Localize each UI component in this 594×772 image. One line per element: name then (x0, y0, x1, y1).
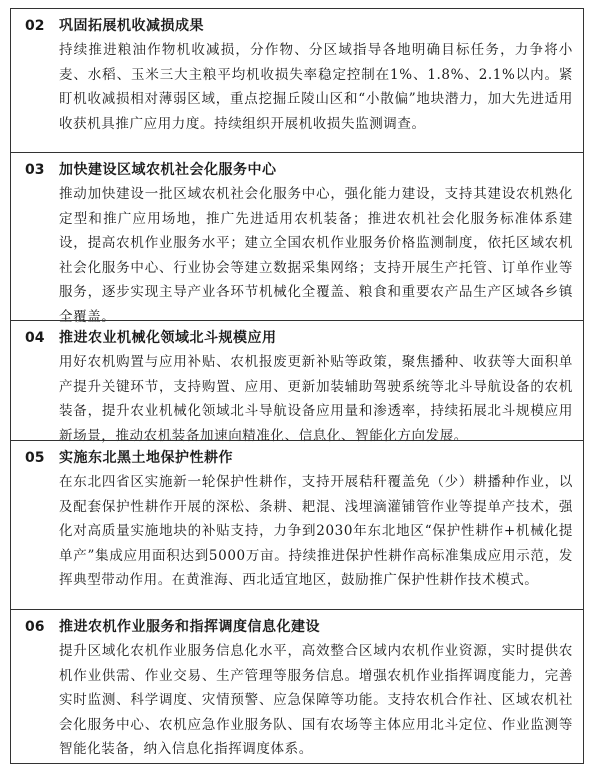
section-number: 02 (25, 18, 45, 34)
section-02 (11, 9, 583, 152)
document-frame (10, 8, 584, 764)
section-title: 实施东北黑土地保护性耕作 (59, 450, 233, 466)
section-03 (11, 152, 583, 325)
section-header (25, 616, 573, 636)
section-text: 推动加快建设一批区域农机社会化服务中心，强化能力建设，支持其建设农机熟化定型和推广应用场地，推广先进适用农机装备；推进农机社会化服务标准体系建设，提高农机作业服务水平；建立全国农机作业服务价格监测制度，依托区域农机社会化服务中心、行业协会等建立数据采集网络；支持开展生产托管、订单作业等服务，逐步实现主导产业各环节机械化全覆盖、粮食和重要农产品生产区域各乡镇全覆盖。 (59, 186, 573, 325)
section-04 (11, 320, 583, 444)
section-number: 06 (25, 619, 45, 635)
section-title: 巩固拓展机收减损成果 (59, 18, 204, 34)
section-text: 持续推进粮油作物机收减损，分作物、分区域指导各地明确目标任务，力争将小麦、水稻、玉米三大主粮平均机收损失率稳定控制在1%、1.8%、2.1%以内。紧盯机收减损相对薄弱区域，重点挖掘丘陵山区和“小散偏”地块潜力，加大先进适用收获机具推广应用力度。持续组织开展机收损失监测调查。 (59, 42, 573, 132)
section-number: 03 (25, 162, 45, 178)
section-05 (11, 440, 583, 609)
section-text: 提升区域化农机作业服务信息化水平，高效整合区域内农机作业资源，实时提供农机作业供需、作业交易、生产管理等服务信息。增强农机作业指挥调度能力，完善实时监测、科学调度、灾情预警、应急保障等功能。支持农机合作社、区域农机社会化服务中心、农机应急作业服务队、国有农场等主体应用北斗定位、作业监测等智能化装备，纳入信息化指挥调度体系。 (59, 643, 573, 757)
section-number: 05 (25, 450, 45, 466)
section-header (25, 447, 573, 467)
section-number: 04 (25, 330, 45, 346)
section-header (25, 15, 573, 35)
section-header (25, 327, 573, 347)
section-title: 加快建设区域农机社会化服务中心 (59, 162, 277, 178)
section-title: 推进农机作业服务和指挥调度信息化建设 (59, 619, 320, 635)
section-header (25, 159, 573, 179)
section-text: 用好农机购置与应用补贴、农机报废更新补贴等政策，聚焦播种、收获等大面积单产提升关键环节，支持购置、应用、更新加装辅助驾驶系统等北斗导航设备的农机装备，提升农业机械化领域北斗导航设备应用量和渗透率，持续拓展北斗规模应用新场景，推动农机装备加速向精准化、信息化、智能化方向发展。 (59, 354, 573, 444)
section-text: 在东北四省区实施新一轮保护性耕作，支持开展秸秆覆盖免（少）耕播种作业，以及配套保护性耕作开展的深松、条耕、耙混、浅埋滴灌铺管作业等提单产技术，强化对高质量实施地块的补贴支持，力争到2030年东北地区“保护性耕作+机械化提单产”集成应用面积达到5000万亩。持续推进保护性耕作高标准集成应用示范，发挥典型带动作用。在黄淮海、西北适宜地区，鼓励推广保护性耕作技术模式。 (59, 474, 573, 588)
section-title: 推进农业机械化领域北斗规模应用 (59, 330, 277, 346)
section-06 (11, 609, 583, 764)
